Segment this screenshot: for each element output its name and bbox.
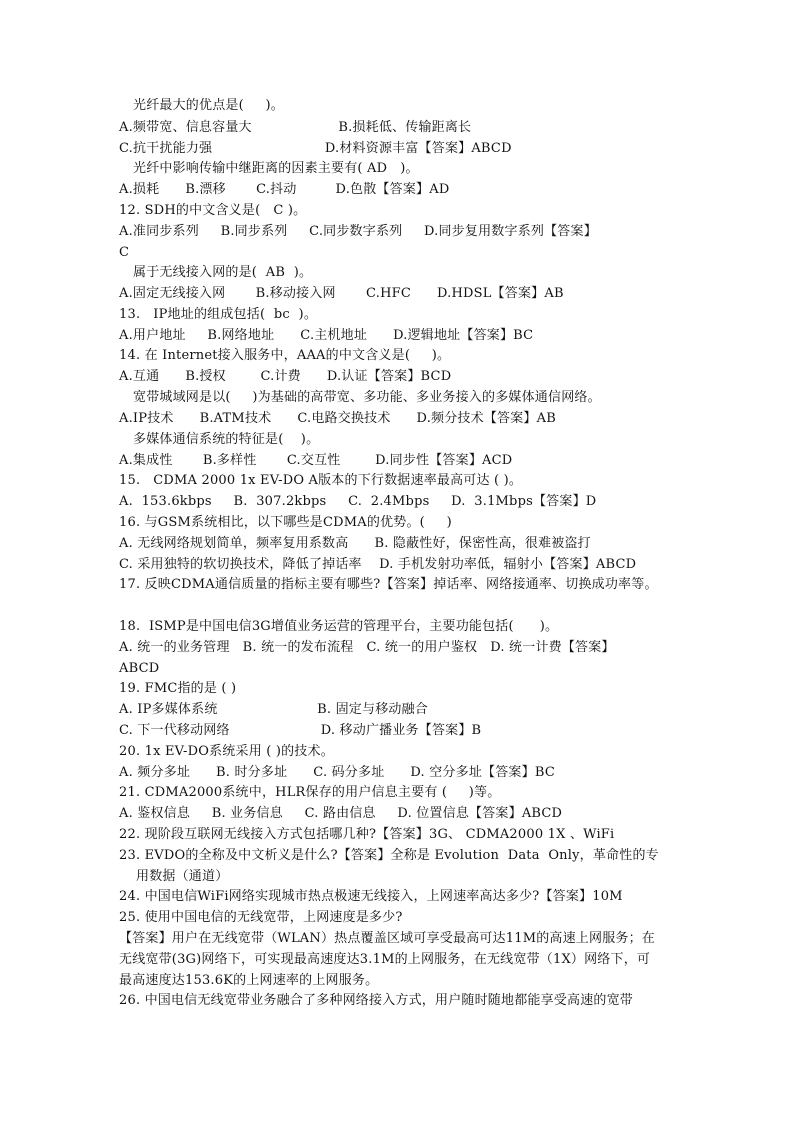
question-18: 18. ISMP是中国电信3G增值业务运营的管理平台，主要功能包括( )。	[119, 619, 559, 634]
question-21: 21. CDMA2000系统中，HLR保存的用户信息主要有 ( )等。	[119, 785, 501, 800]
question-17: 17. 反映CDMA通信质量的指标主要有哪些?【答案】掉话率、网络接通率、切换成功率等。	[119, 577, 658, 592]
options-line: A.损耗 B.漂移 C.抖动 D.色散【答案】AD	[119, 182, 450, 197]
question-wireless-access: 属于无线接入网的是( AB )。	[133, 265, 313, 280]
options-line: A.频带宽、信息容量大 B.损耗低、传输距离长	[119, 120, 472, 135]
question-12: 12. SDH的中文含义是( C )。	[119, 203, 307, 218]
answer-continuation: 用数据（通道）	[136, 869, 229, 884]
options-line: A.固定无线接入网 B.移动接入网 C.HFC D.HDSL【答案】AB	[119, 286, 564, 301]
options-line: A. 鉴权信息 B. 业务信息 C. 路由信息 D. 位置信息【答案】ABCD	[119, 806, 563, 821]
question-16: 16. 与GSM系统相比，以下哪些是CDMA的优势。( )	[119, 515, 452, 530]
question-23: 23. EVDO的全称及中文析义是什么?【答案】全称是 Evolution Data Only，革命性的专	[119, 848, 659, 863]
question-13: 13. IP地址的组成包括( bc )。	[119, 307, 318, 322]
options-line: A. 频分多址 B. 时分多址 C. 码分多址 D. 空分多址【答案】BC	[119, 765, 555, 780]
options-line: A.IP技术 B.ATM技术 C.电路交换技术 D.频分技术【答案】AB	[119, 411, 556, 426]
options-line: A.互通 B.授权 C.计费 D.认证【答案】BCD	[119, 369, 452, 384]
question-22: 22. 现阶段互联网无线接入方式包括哪几种?【答案】3G、 CDMA2000 1X 、WiFi	[119, 827, 615, 842]
answer-paragraph: 无线宽带(3G)网络下，可实现最高速度达3.1M的上网服务，在无线宽带（1X）网络下，可	[119, 952, 651, 967]
question-metro-network: 宽带城域网是以( )为基础的高带宽、多功能、多业务接入的多媒体通信网络。	[133, 390, 601, 405]
options-line: A. IP多媒体系统 B. 固定与移动融合	[119, 702, 428, 717]
question-24: 24. 中国电信WiFi网络实现城市热点极速无线接入，上网速率高达多少?【答案】10M	[119, 889, 623, 904]
options-line: A. 153.6kbps B. 307.2kbps C. 2.4Mbps D. 3.1Mbps【答案】D	[119, 494, 597, 509]
options-line: A. 统一的业务管理 B. 统一的发布流程 C. 统一的用户鉴权 D. 统一计费【答案】	[119, 640, 615, 655]
question-14: 14. 在 Internet接入服务中，AAA的中文含义是( )。	[119, 348, 451, 363]
question-multimedia: 多媒体通信系统的特征是( )。	[133, 432, 320, 447]
options-line: A. 无线网络规划简单，频率复用系数高 B. 隐蔽性好，保密性高，很难被盗打	[119, 536, 591, 551]
answer-continuation: C	[119, 245, 130, 260]
options-line: A.用户地址 B.网络地址 C.主机地址 D.逻辑地址【答案】BC	[119, 328, 534, 343]
question-optical-fiber-advantage: 光纤最大的优点是( )。	[133, 98, 285, 113]
options-line: A.集成性 B.多样性 C.交互性 D.同步性【答案】ACD	[119, 453, 513, 468]
answer-paragraph: 最高速度达153.6K的上网速率的上网服务。	[119, 973, 379, 988]
answer-paragraph: 【答案】用户在无线宽带（WLAN）热点覆盖区域可享受最高可达11M的高速上网服务；在	[119, 931, 656, 946]
options-line: C. 下一代移动网络 D. 移动广播业务【答案】B	[119, 723, 482, 738]
answer-continuation: ABCD	[119, 661, 160, 676]
question-15: 15. CDMA 2000 1x EV-DO A版本的下行数据速率最高可达 ( )。	[119, 473, 523, 488]
options-line: C.抗干扰能力强 D.材料资源丰富【答案】ABCD	[119, 141, 512, 156]
options-line: C. 采用独特的软切换技术，降低了掉话率 D. 手机发射功率低，辐射小【答案】ABCD	[119, 557, 637, 572]
options-line: A.准同步系列 B.同步系列 C.同步数字系列 D.同步复用数字系列【答案】	[119, 224, 597, 239]
question-26: 26. 中国电信无线宽带业务融合了多种网络接入方式，用户随时随地都能享受高速的宽带	[119, 993, 634, 1008]
question-relay-distance: 光纤中影响传输中继距离的因素主要有( AD )。	[133, 161, 419, 176]
question-19: 19. FMC指的是 ( )	[119, 681, 237, 696]
question-20: 20. 1x EV-DO系统采用 ( )的技术。	[119, 744, 334, 759]
question-25: 25. 使用中国电信的无线宽带，上网速度是多少?	[119, 910, 403, 925]
